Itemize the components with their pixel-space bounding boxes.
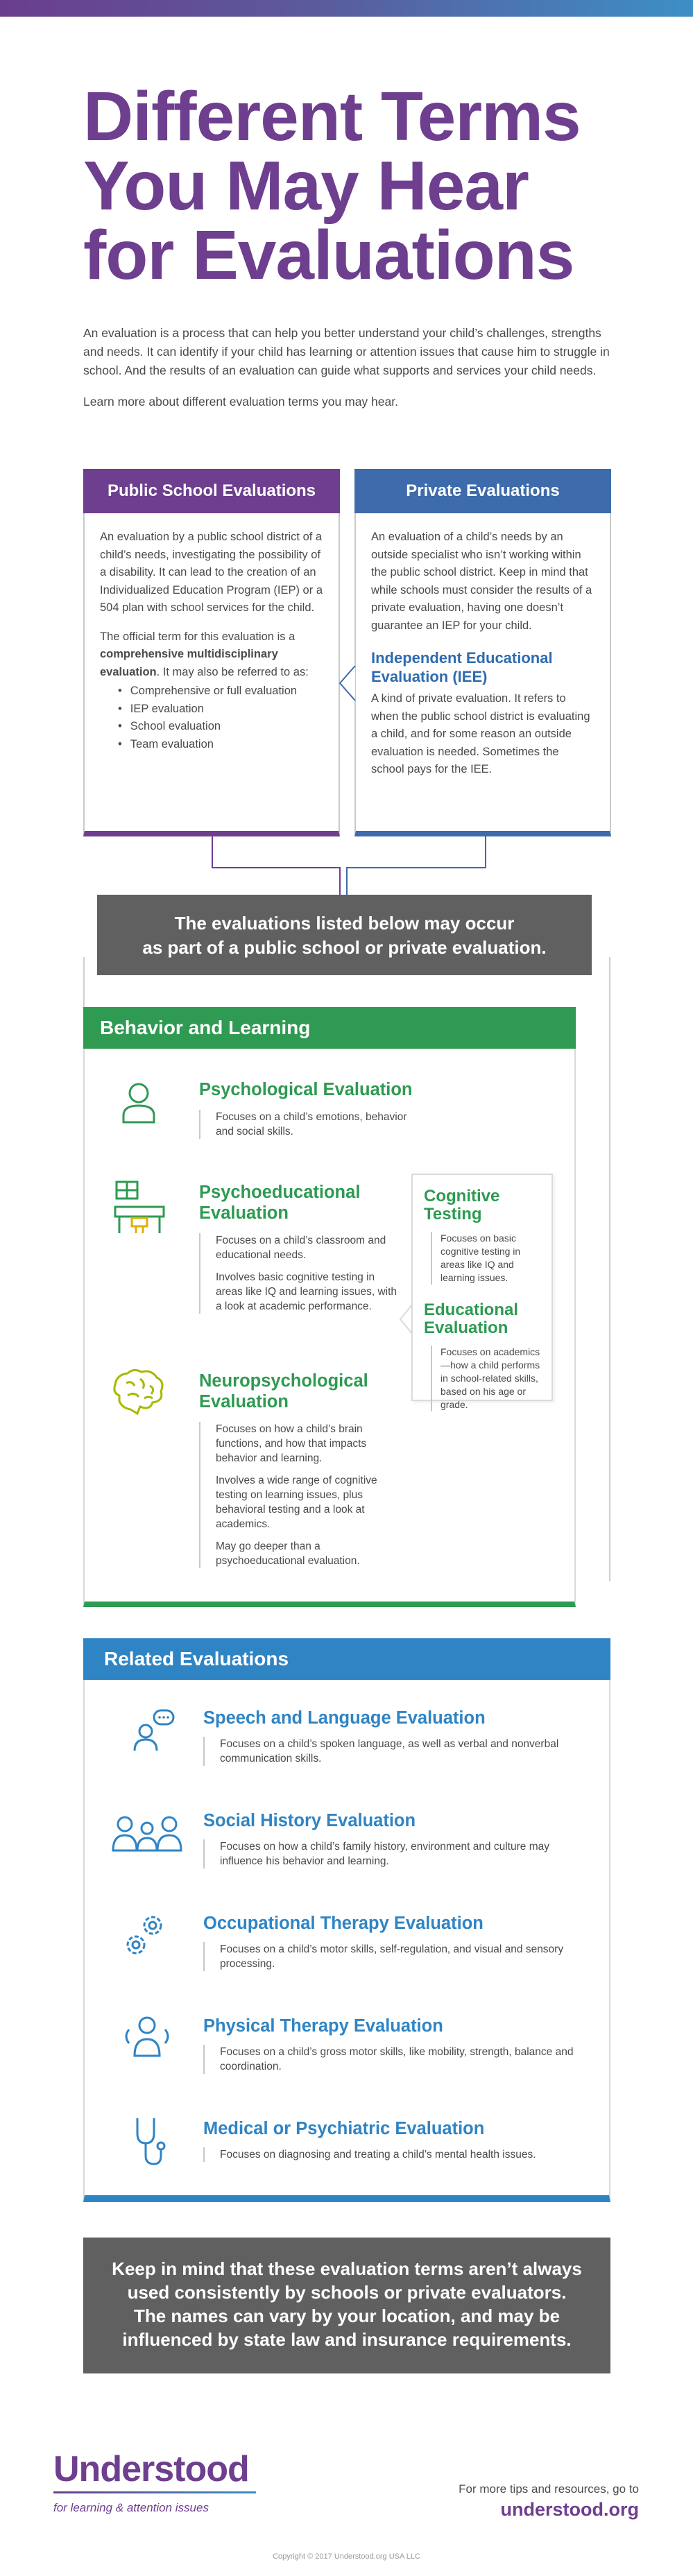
gears-icon (122, 1909, 171, 1959)
alias-item: • IEP evaluation (118, 701, 323, 719)
neuropsychological-desc-3: May go deeper than a psychoeducational evaluation. (216, 1540, 360, 1567)
intro (83, 324, 610, 411)
psychoeducational-desc-1: Focuses on a child’s classroom and educational needs. (216, 1235, 386, 1261)
educational-title-line-2: Evaluation (424, 1319, 508, 1337)
closing-note (83, 2238, 610, 2373)
private-evaluations-body (354, 513, 611, 836)
person-icon (118, 1079, 160, 1124)
logo-tagline: for learning & attention issues (53, 2501, 209, 2514)
banner-line-2: as part of a public school or private evaluation. (142, 937, 547, 958)
private-evaluations-description: An evaluation of a child’s needs by an outside specialist who isn’t working within the public school district. Keep in mind that while schools must consider the results of a private evaluation, having one doesn’t guarantee an IEP for your child. (371, 531, 592, 632)
note-line-4: influenced by state law and insurance requirements. (122, 2329, 572, 2350)
title-line-1: Different Terms (83, 78, 581, 155)
alias-item: • Team evaluation (118, 736, 323, 754)
psychoeducational-title-line-1: Psychoeducational (199, 1183, 361, 1202)
physical-therapy-desc (203, 2045, 592, 2074)
public-school-body (83, 513, 340, 836)
public-school-heading: Public School Evaluations (83, 469, 340, 513)
column-notch (339, 666, 357, 701)
footer-resources (459, 2482, 639, 2521)
psychoeducational-components-box (411, 1174, 553, 1410)
evaluations-banner (97, 895, 592, 975)
occupational-therapy-title: Occupational Therapy Evaluation (203, 1914, 484, 1933)
speech-language-desc (203, 1737, 592, 1766)
copyright: Copyright © 2017 Understood.org USA LLC (273, 2552, 420, 2561)
brain-icon (110, 1368, 166, 1416)
neuropsychological-evaluation-title (199, 1371, 368, 1412)
neuropsychological-desc-2: Involves a wide range of cognitive testing on learning issues, plus behavioral testing and a look at academics. (216, 1475, 377, 1530)
title-line-3: for Evaluations (83, 216, 574, 294)
note-line-1: Keep in mind that these evaluation terms aren’t always (112, 2258, 582, 2279)
private-evaluations-box (354, 469, 611, 836)
psychological-evaluation-desc (199, 1110, 407, 1139)
intro-lead-in: Learn more about different evaluation terms you may hear. (83, 395, 398, 409)
psychoeducational-title-line-2: Evaluation (199, 1203, 289, 1223)
social-history-title: Social History Evaluation (203, 1811, 416, 1830)
cognitive-testing-desc: Focuses on basic cognitive testing in areas like IQ and learning issues. (431, 1232, 540, 1285)
behavior-learning-heading: Behavior and Learning (83, 1007, 576, 1049)
medical-psychiatric-title: Medical or Psychiatric Evaluation (203, 2119, 485, 2138)
psychoeducational-evaluation-desc (199, 1233, 400, 1314)
neuropsychological-desc-1: Focuses on how a child’s brain functions, and how that impacts behavior and learning. (216, 1423, 367, 1464)
stethoscope-icon (130, 2115, 166, 2167)
note-line-2: used consistently by schools or private evaluators. (127, 2282, 567, 2303)
speech-language-desc-text: Focuses on a child’s spoken language, as well as verbal and nonverbal communication skills. (220, 1738, 559, 1764)
official-term-lead: The official term for this evaluation is a (100, 630, 296, 643)
occupational-therapy-desc-text: Focuses on a child’s motor skills, self-regulation, and visual and sensory processing. (220, 1943, 564, 1970)
footer-tips-text: For more tips and resources, go to (459, 2482, 639, 2496)
official-term-tail: . It may also be referred to as: (156, 665, 309, 678)
speech-icon (132, 1708, 178, 1752)
educational-title-line-1: Educational (424, 1300, 519, 1319)
social-history-desc-text: Focuses on how a child’s family history, environment and culture may influence his behavior and learning. (220, 1841, 549, 1867)
footer-url-link[interactable]: understood.org (500, 2499, 639, 2520)
title-line-2: You May Hear (83, 147, 529, 225)
alias-list (118, 682, 323, 753)
psychological-evaluation-title: Psychological Evaluation (199, 1080, 413, 1099)
note-line-3: The names can vary by your location, and may be (133, 2305, 561, 2326)
public-school-description: An evaluation by a public school district of a child’s needs, investigating the possibility of a disability. It can lead to the creation of an Individualized Education Program (IEP) or a 504 plan with school services for the child. (100, 531, 323, 614)
understood-logo[interactable]: Understood (53, 2449, 249, 2489)
public-school-box (83, 469, 340, 836)
official-term: comprehensive multidisciplinary evaluation (100, 648, 278, 678)
alias-item: • School evaluation (118, 718, 323, 736)
psychological-desc-text: Focuses on a child’s emotions, behavior and social skills. (216, 1111, 407, 1137)
neuropsychological-title-line-2: Evaluation (199, 1392, 289, 1411)
speech-language-title: Speech and Language Evaluation (203, 1708, 486, 1728)
occupational-therapy-desc (203, 1942, 592, 1971)
neuropsychological-evaluation-desc (199, 1422, 400, 1568)
family-icon (111, 1812, 183, 1853)
physical-therapy-title: Physical Therapy Evaluation (203, 2016, 443, 2036)
page-title (83, 78, 652, 294)
neuropsychological-title-line-1: Neuropsychological (199, 1371, 368, 1391)
classroom-icon (111, 1179, 168, 1236)
intro-paragraph: An evaluation is a process that can help you better understand your child’s challenges, strengths and needs. It can identify if your child has learning or attention issues that cause him to struggle in school. And the results of an evaluation can guide what supports and services your child needs. (83, 326, 610, 377)
alias-item: • Comprehensive or full evaluation (118, 682, 323, 701)
iee-title: Independent Educational Evaluation (IEE) (371, 649, 553, 685)
iee-description: A kind of private evaluation. It refers to when the public school district is evaluating a child, and for some reason an outside evaluation is needed. Sometimes the school pays for the IEE. (371, 692, 590, 775)
motion-person-icon (121, 2014, 173, 2057)
related-evaluations-heading: Related Evaluations (83, 1638, 610, 1680)
physical-therapy-desc-text: Focuses on a child’s gross motor skills, like mobility, strength, balance and coordination. (220, 2046, 574, 2072)
logo-underline (53, 2491, 256, 2493)
medical-psychiatric-desc-text: Focuses on diagnosing and treating a child’s mental health issues. (220, 2149, 536, 2161)
banner-line-1: The evaluations listed below may occur (174, 913, 515, 934)
private-evaluations-heading: Private Evaluations (354, 469, 611, 513)
public-school-official-term (100, 628, 323, 682)
cognitive-testing-title: Cognitive Testing (424, 1187, 500, 1223)
medical-psychiatric-desc (203, 2147, 592, 2162)
psychoeducational-evaluation-title (199, 1182, 360, 1223)
educational-evaluation-desc: Focuses on academics—how a child performs in school-related skills, based on his age or grade. (431, 1346, 540, 1411)
educational-evaluation-title (424, 1301, 540, 1337)
top-gradient-bar (0, 0, 693, 17)
social-history-desc (203, 1839, 592, 1869)
psychoeducational-desc-2: Involves basic cognitive testing in areas like IQ and learning issues, with a look at academic performance. (216, 1271, 397, 1312)
